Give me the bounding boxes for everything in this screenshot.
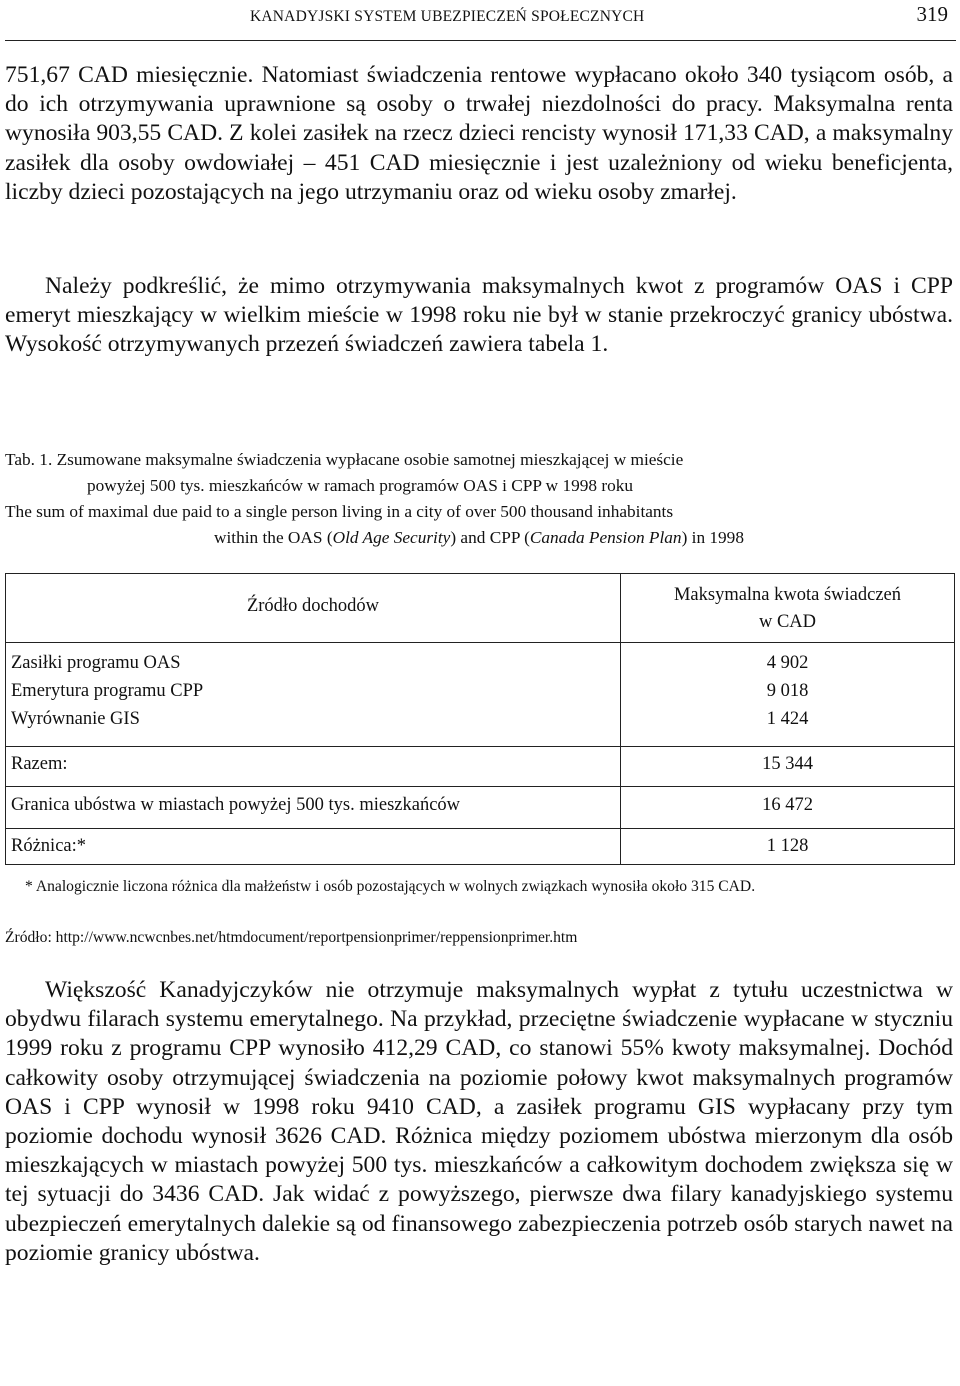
caption-en-oas: Old Age Security — [332, 528, 451, 547]
paragraph-2: Należy podkreślić, że mimo otrzymywania maksymalnych kwot z programów OAS i CPP emeryt mieszkający w wielkim mieście w 1998 roku nie był w stanie przekroczyć granicy ubóstwa. Wysokość otrzymywanych przezeń świadczeń zawiera tabela 1. — [5, 273, 953, 358]
row-divider — [6, 786, 954, 787]
table-row-value: 15 344 — [762, 754, 813, 774]
table-row-label: Różnica:* — [11, 836, 87, 856]
table-row-label: Emerytura programu CPP — [11, 681, 204, 701]
column-header-amount-line-2: w CAD — [758, 612, 817, 632]
paragraph-1: 751,67 CAD miesięcznie. Natomiast świadczenia rentowe wypłacano około 340 tysiącom osób, a do ich otrzymywania uprawnione są osoby o trwałej niezdolności do pracy. Maksymalna renta wynosiła 903,55 CAD. Z kolei zasiłek na rzecz dzieci rencisty wynosił 171,33 CAD, a maksymalny zasiłek dla osoby owdowiałej – 451 CAD miesięcznie i jest uzależniony od wieku beneficjenta, liczby dzieci pozostających na jego utrzymaniu oraz od wieku osoby zmarłej. — [5, 62, 953, 205]
header-rule — [5, 40, 956, 41]
caption-pl-line-1: Tab. 1. Zsumowane maksymalne świadczenia wypłacane osobie samotnej mieszkającej w mieście — [5, 450, 684, 469]
table-footnote: * Analogicznie liczona różnica dla małżeństw i osób pozostających w wolnych związkach wynosiła około 315 CAD. — [25, 878, 756, 895]
page-number: 319 — [916, 2, 948, 26]
row-divider — [6, 746, 954, 747]
table-row-label: Granica ubóstwa w miastach powyżej 500 tys. mieszkańców — [11, 795, 461, 815]
benefits-table — [5, 573, 955, 865]
caption-en-prefix: within the OAS ( — [214, 528, 333, 547]
table-row-value: 1 128 — [766, 836, 809, 856]
caption-en-mid: ) and CPP ( — [450, 528, 530, 547]
table-row-value: 4 902 — [766, 653, 809, 673]
column-header-amount-line-1: Maksymalna kwota świadczeń — [673, 585, 902, 605]
column-header-source: Źródło dochodów — [246, 596, 380, 616]
table-row-label: Razem: — [11, 754, 68, 774]
table-row-value: 1 424 — [766, 709, 809, 729]
running-head: KANADYJSKI SYSTEM UBEZPIECZEŃ SPOŁECZNYCH — [250, 8, 645, 25]
caption-en-line-1: The sum of maximal due paid to a single person living in a city of over 500 thousand inhabitants — [5, 502, 674, 521]
table-caption — [5, 447, 953, 551]
caption-en-suffix: ) in 1998 — [681, 528, 744, 547]
table-row-label: Zasiłki programu OAS — [11, 653, 181, 673]
caption-en-cpp: Canada Pension Plan — [529, 528, 682, 547]
source-note: Źródło: http://www.ncwcnbes.net/htmdocument/reportpensionprimer/reppensionprimer.htm — [5, 929, 578, 946]
caption-en-line-2 — [5, 525, 953, 551]
table-row-value: 16 472 — [762, 795, 813, 815]
caption-pl-line-2: powyżej 500 tys. mieszkańców w ramach programów OAS i CPP w 1998 roku — [87, 476, 634, 495]
table-row-value: 9 018 — [766, 681, 809, 701]
row-divider — [6, 828, 954, 829]
paragraph-3: Większość Kanadyjczyków nie otrzymuje maksymalnych wypłat z tytułu uczestnictwa w obydwu filarach systemu emerytalnego. Na przykład, przeciętne świadczenie wypłacane w styczniu 1999 roku z programu CPP wynosiło 412,29 CAD, co stanowi 55% kwoty maksymalnej. Dochód całkowity osoby otrzymującej świadczenia na poziomie połowy kwot maksymalnych programów OAS i CPP wynosił w 1998 roku 9410 CAD, a zasiłek programu GIS wypłacany przy tym poziomie dochodu wynosił 3626 CAD. Różnica między poziomem ubóstwa mierzonym dla osób mieszkających w miastach powyżej 500 tys. mieszkańców a całkowitym dochodem zwiększa się w tej sytuacji do 3436 CAD. Jak widać z powyższego, pierwsze dwa filary kanadyjskiego systemu ubezpieczeń emerytalnych dalekie są od finansowego zabezpieczenia potrzeb osób starych nawet na poziomie granicy ubóstwa. — [5, 977, 953, 1266]
table-row-label: Wyrównanie GIS — [11, 709, 140, 729]
column-header-amount — [621, 582, 954, 636]
header-divider — [6, 642, 954, 643]
